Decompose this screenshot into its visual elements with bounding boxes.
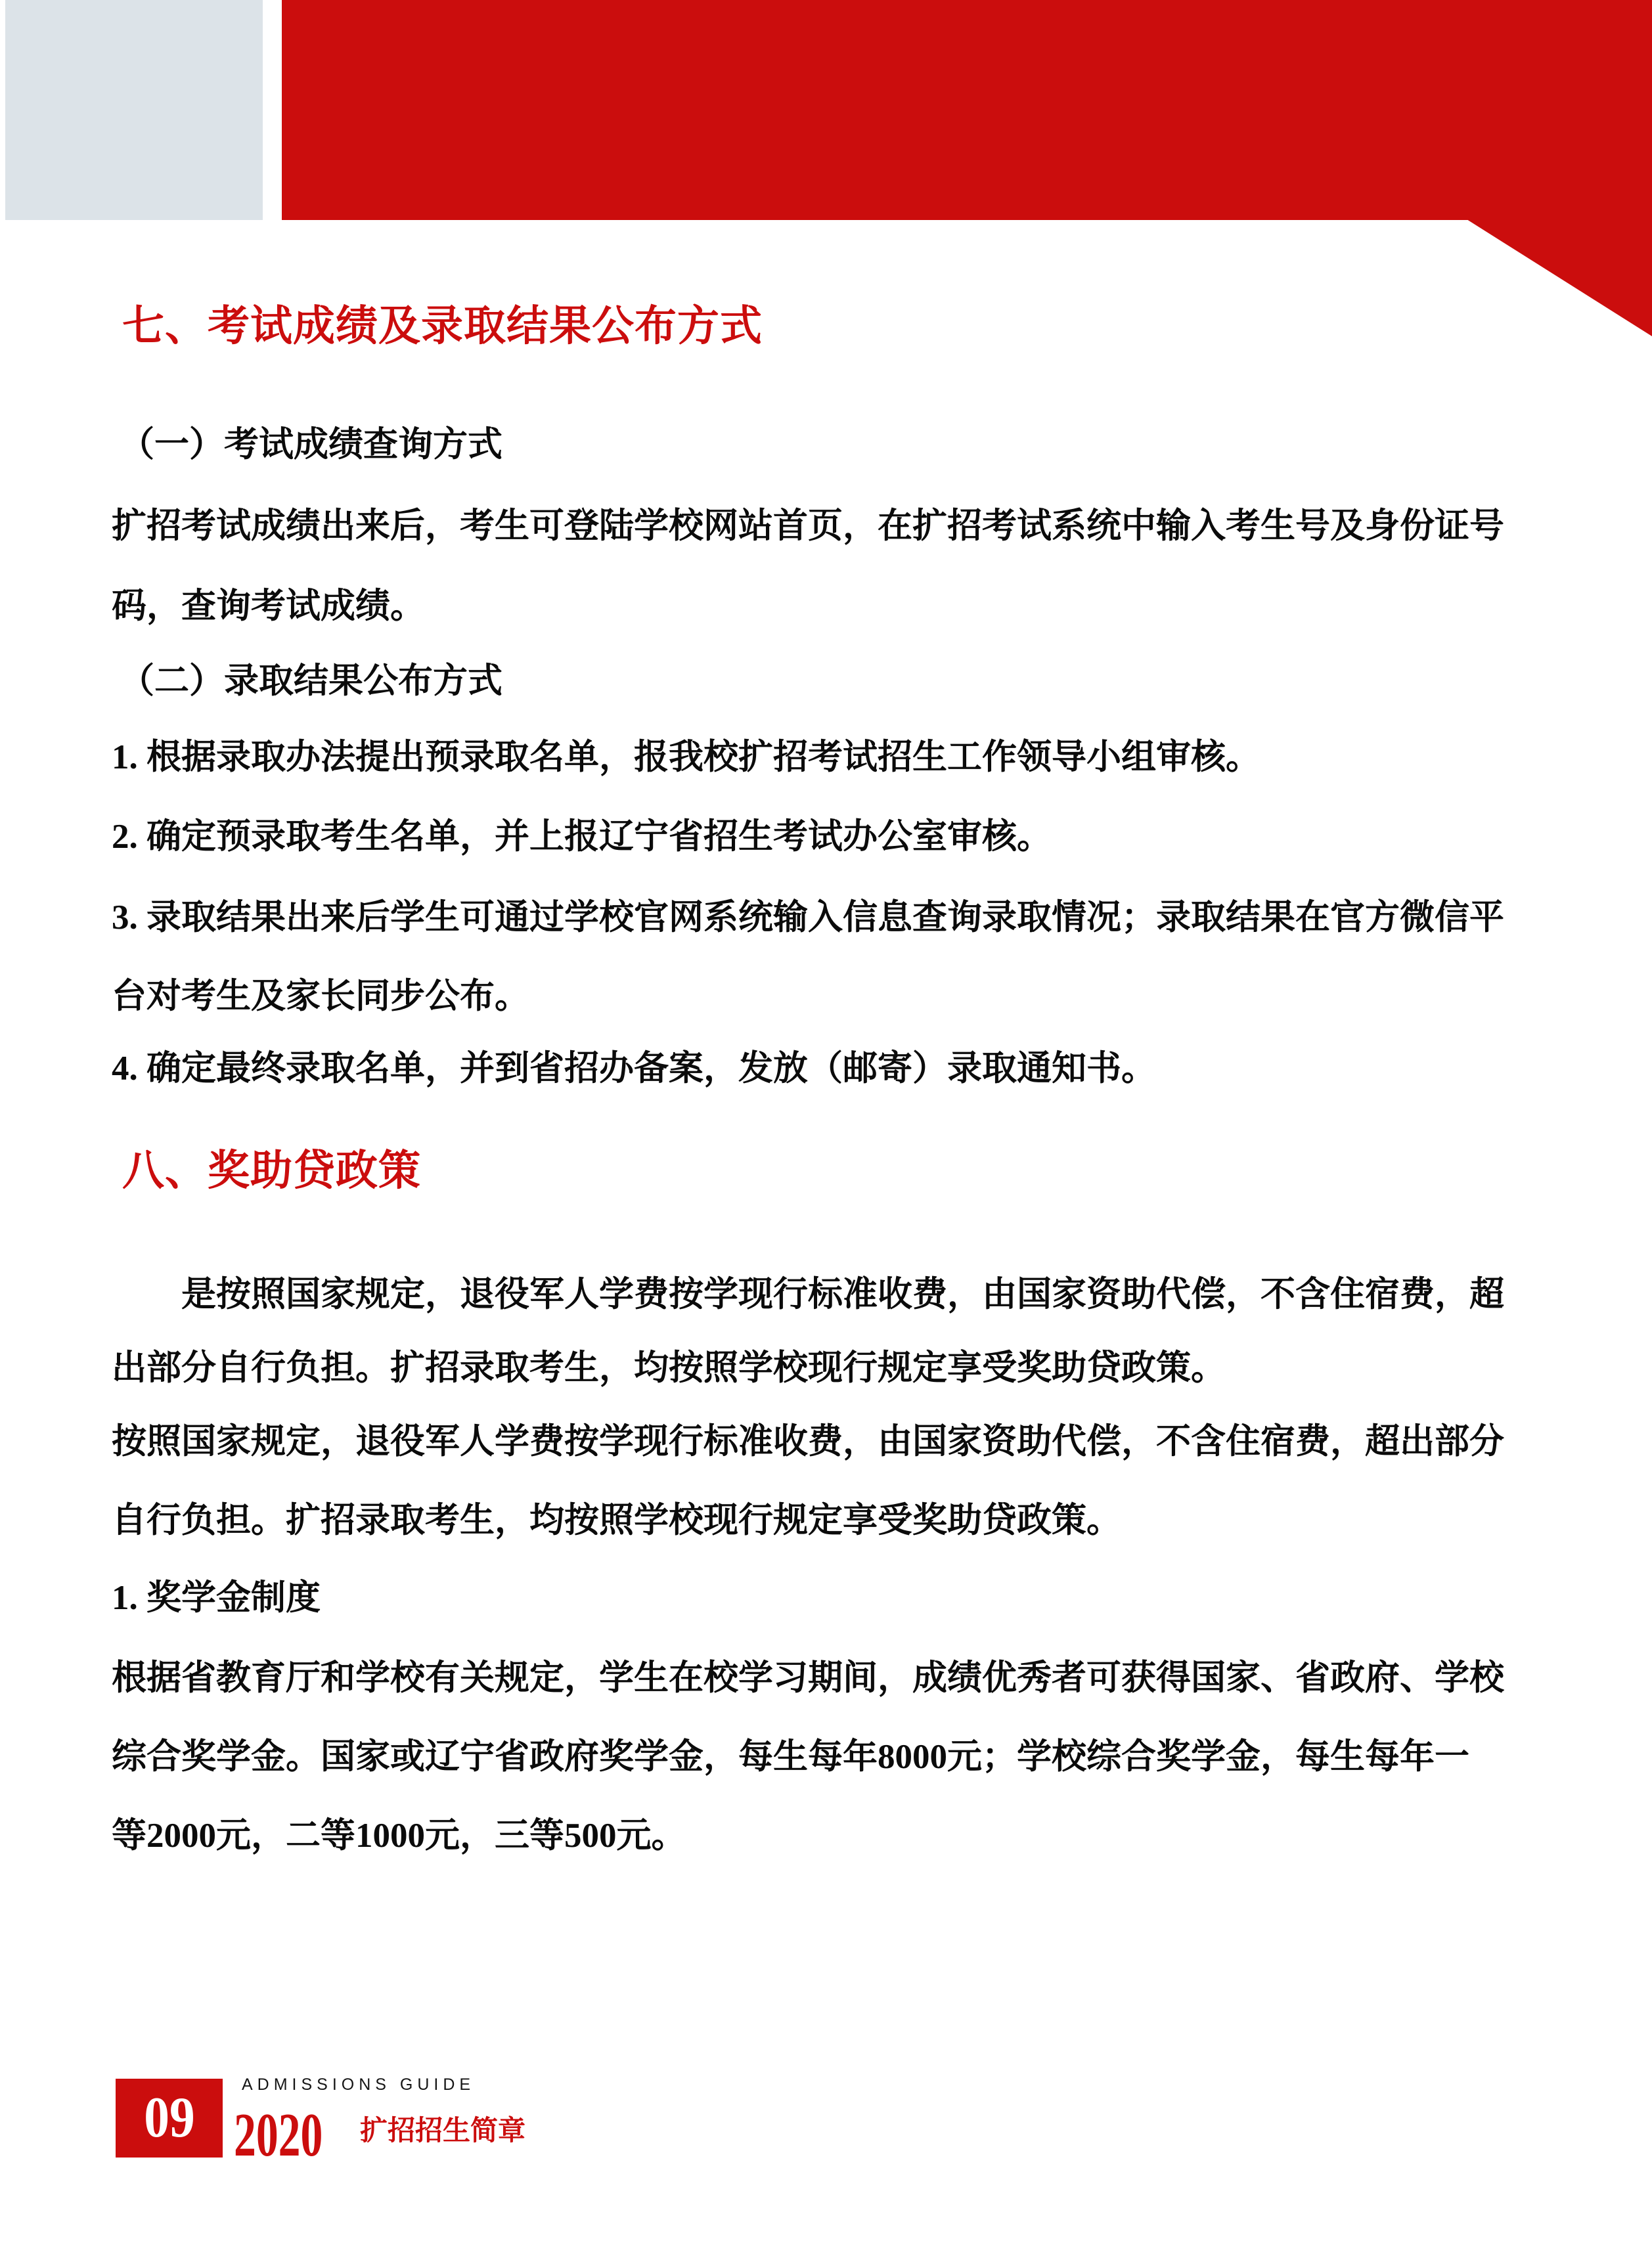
section7-item4: 4. 确定最终录取名单，并到省招办备案，发放（邮寄）录取通知书。 bbox=[112, 1050, 1156, 1088]
section7-item1: 1. 根据录取办法提出预录取名单，报我校扩招考试招生工作领导小组审核。 bbox=[112, 738, 1261, 776]
section8-paragraph3-line2: 综合奖学金。国家或辽宁省政府奖学金，每生每年8000元；学校综合奖学金，每生每年一 bbox=[112, 1738, 1469, 1776]
section8-heading: 八、奖助贷政策 bbox=[122, 1147, 421, 1194]
section8-paragraph1-line1: 是按照国家规定，退役军人学费按学现行标准收费，由国家资助代偿，不含住宿费，超 bbox=[181, 1275, 1504, 1314]
section7-paragraph1-line1: 扩招考试成绩出来后，考生可登陆学校网站首页，在扩招考试系统中输入考生号及身份证号 bbox=[112, 507, 1504, 545]
footer-year: 2020 bbox=[234, 2101, 323, 2169]
section7-heading: 七、考试成绩及录取结果公布方式 bbox=[122, 303, 763, 349]
footer-page-number: 09 bbox=[143, 2086, 195, 2150]
section8-subheading-1: 1. 奖学金制度 bbox=[112, 1579, 321, 1617]
section7-subheading-2: （二）录取结果公布方式 bbox=[120, 662, 502, 700]
section7-item2: 2. 确定预录取考生名单，并上报辽宁省招生考试办公室审核。 bbox=[112, 818, 1052, 856]
section7-item3-line2: 台对考生及家长同步公布。 bbox=[112, 977, 529, 1015]
section8-paragraph3-line3: 等2000元，二等1000元，三等500元。 bbox=[112, 1817, 686, 1855]
section7-item3-line1: 3. 录取结果出来后学生可通过学校官网系统输入信息查询录取情况；录取结果在官方微信平 bbox=[112, 898, 1504, 937]
footer-page-number-box bbox=[116, 2079, 223, 2158]
section7-subheading-1: （一）考试成绩查询方式 bbox=[120, 426, 502, 464]
footer-booklet-title: 扩招招生简章 bbox=[360, 2116, 526, 2146]
top-gray-block bbox=[5, 0, 263, 220]
section7-paragraph1-line2: 码，查询考试成绩。 bbox=[112, 587, 425, 625]
footer-kicker: ADMISSIONS GUIDE bbox=[242, 2075, 476, 2094]
section8-paragraph2-line2: 自行负担。扩招录取考生，均按照学校现行规定享受奖助贷政策。 bbox=[112, 1501, 1121, 1539]
top-red-band bbox=[282, 0, 1652, 220]
top-red-ribbon-corner bbox=[1467, 219, 1652, 336]
section8-paragraph1-line2: 出部分自行负担。扩招录取考生，均按照学校现行规定享受奖助贷政策。 bbox=[112, 1349, 1226, 1387]
section8-paragraph3-line1: 根据省教育厅和学校有关规定，学生在校学习期间，成绩优秀者可获得国家、省政府、学校 bbox=[112, 1659, 1504, 1697]
section8-paragraph2-line1: 按照国家规定，退役军人学费按学现行标准收费，由国家资助代偿，不含住宿费，超出部分 bbox=[112, 1423, 1504, 1461]
